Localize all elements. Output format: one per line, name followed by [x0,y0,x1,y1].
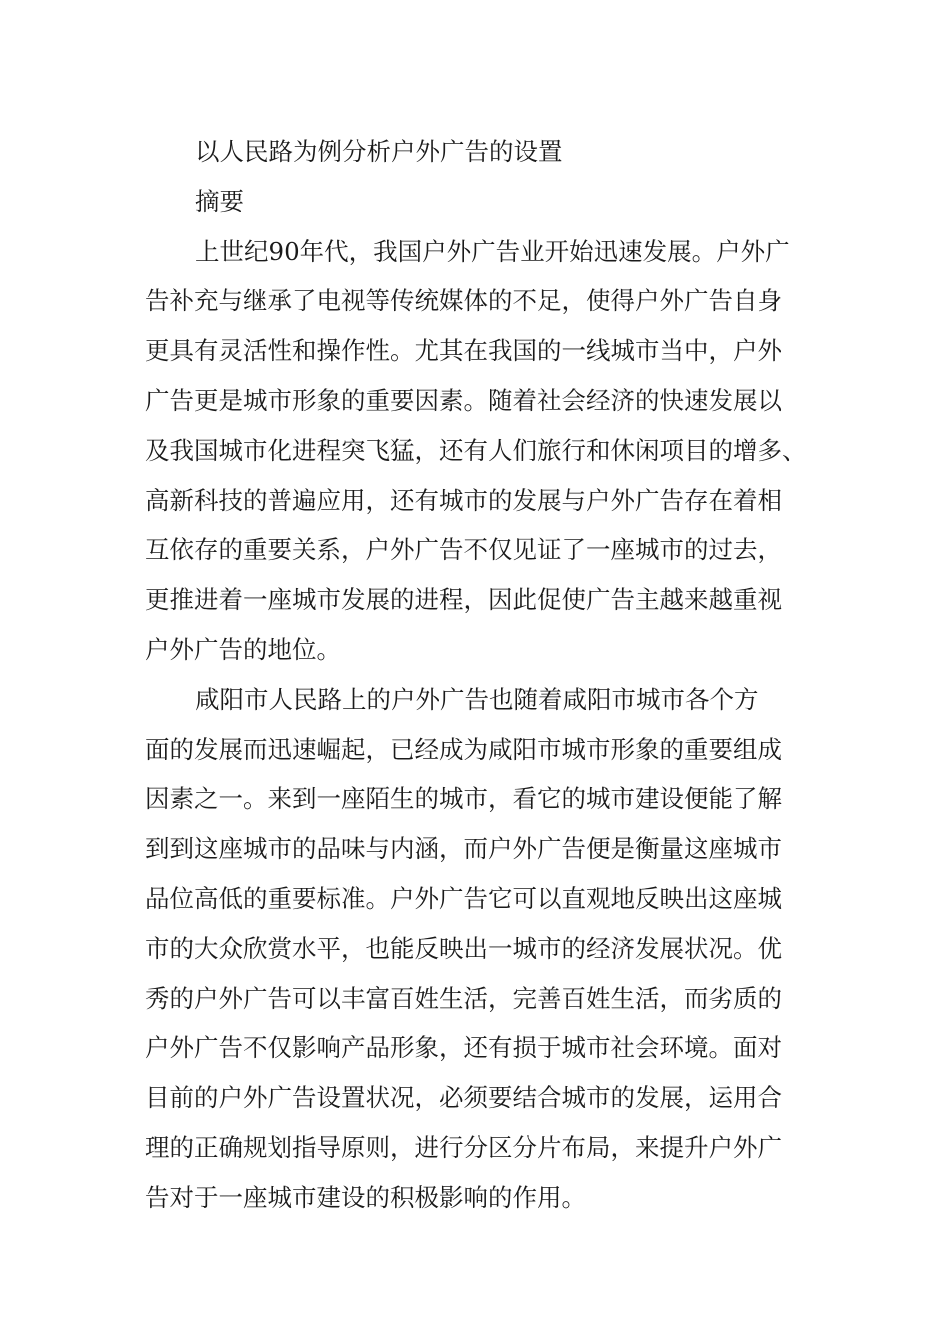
paragraph-line: 高新科技的普遍应用，还有城市的发展与户外广告存在着相 [145,485,782,515]
paragraph-line: 品位高低的重要标准。户外广告它可以直观地反映出这座城 [145,883,782,913]
paragraph-line: 更具有灵活性和操作性。尤其在我国的一线城市当中，户外 [145,336,782,366]
document-title: 以人民路为例分析户外广告的设置 [195,137,563,166]
paragraph-line: 理的正确规划指导原则，进行分区分片布局，来提升户外广 [145,1132,782,1162]
paragraph-line: 告补充与继承了电视等传统媒体的不足，使得户外广告自身 [145,286,782,316]
document-body [145,127,845,1223]
paragraph-line: 及我国城市化进程突飞猛，还有人们旅行和休闲项目的增多、 [145,435,807,465]
paragraph-2 [145,675,845,1223]
paragraph-line: 因素之一。来到一座陌生的城市，看它的城市建设便能了解 [145,784,782,814]
paragraph-line: 互依存的重要关系，户外广告不仅见证了一座城市的过去， [145,535,782,565]
paragraph-line: 户外广告不仅影响产品形象，还有损于城市社会环境。面对 [145,1033,782,1063]
abstract-heading: 摘要 [195,186,244,216]
paragraph-line: 上世纪90年代，我国户外广告业开始迅速发展。户外广 [195,236,790,266]
paragraph-line: 面的发展而迅速崛起，已经成为咸阳市城市形象的重要组成 [145,734,782,764]
paragraph-line: 户外广告的地位。 [145,634,341,664]
paragraph-line: 市的大众欣赏水平，也能反映出一城市的经济发展状况。优 [145,933,782,963]
paragraph-line: 更推进着一座城市发展的进程，因此促使广告主越来越重视 [145,585,782,615]
paragraph-line: 秀的户外广告可以丰富百姓生活，完善百姓生活，而劣质的 [145,983,782,1013]
paragraph-1 [145,227,845,675]
paragraph-line: 目前的户外广告设置状况，必须要结合城市的发展，运用合 [145,1083,782,1113]
paragraph-line: 咸阳市人民路上的户外广告也随着咸阳市城市各个方 [195,684,759,714]
paragraph-line: 到到这座城市的品味与内涵，而户外广告便是衡量这座城市 [145,834,782,864]
paragraph-line: 告对于一座城市建设的积极影响的作用。 [145,1182,586,1212]
paragraph-line: 广告更是城市形象的重要因素。随着社会经济的快速发展以 [145,385,782,415]
